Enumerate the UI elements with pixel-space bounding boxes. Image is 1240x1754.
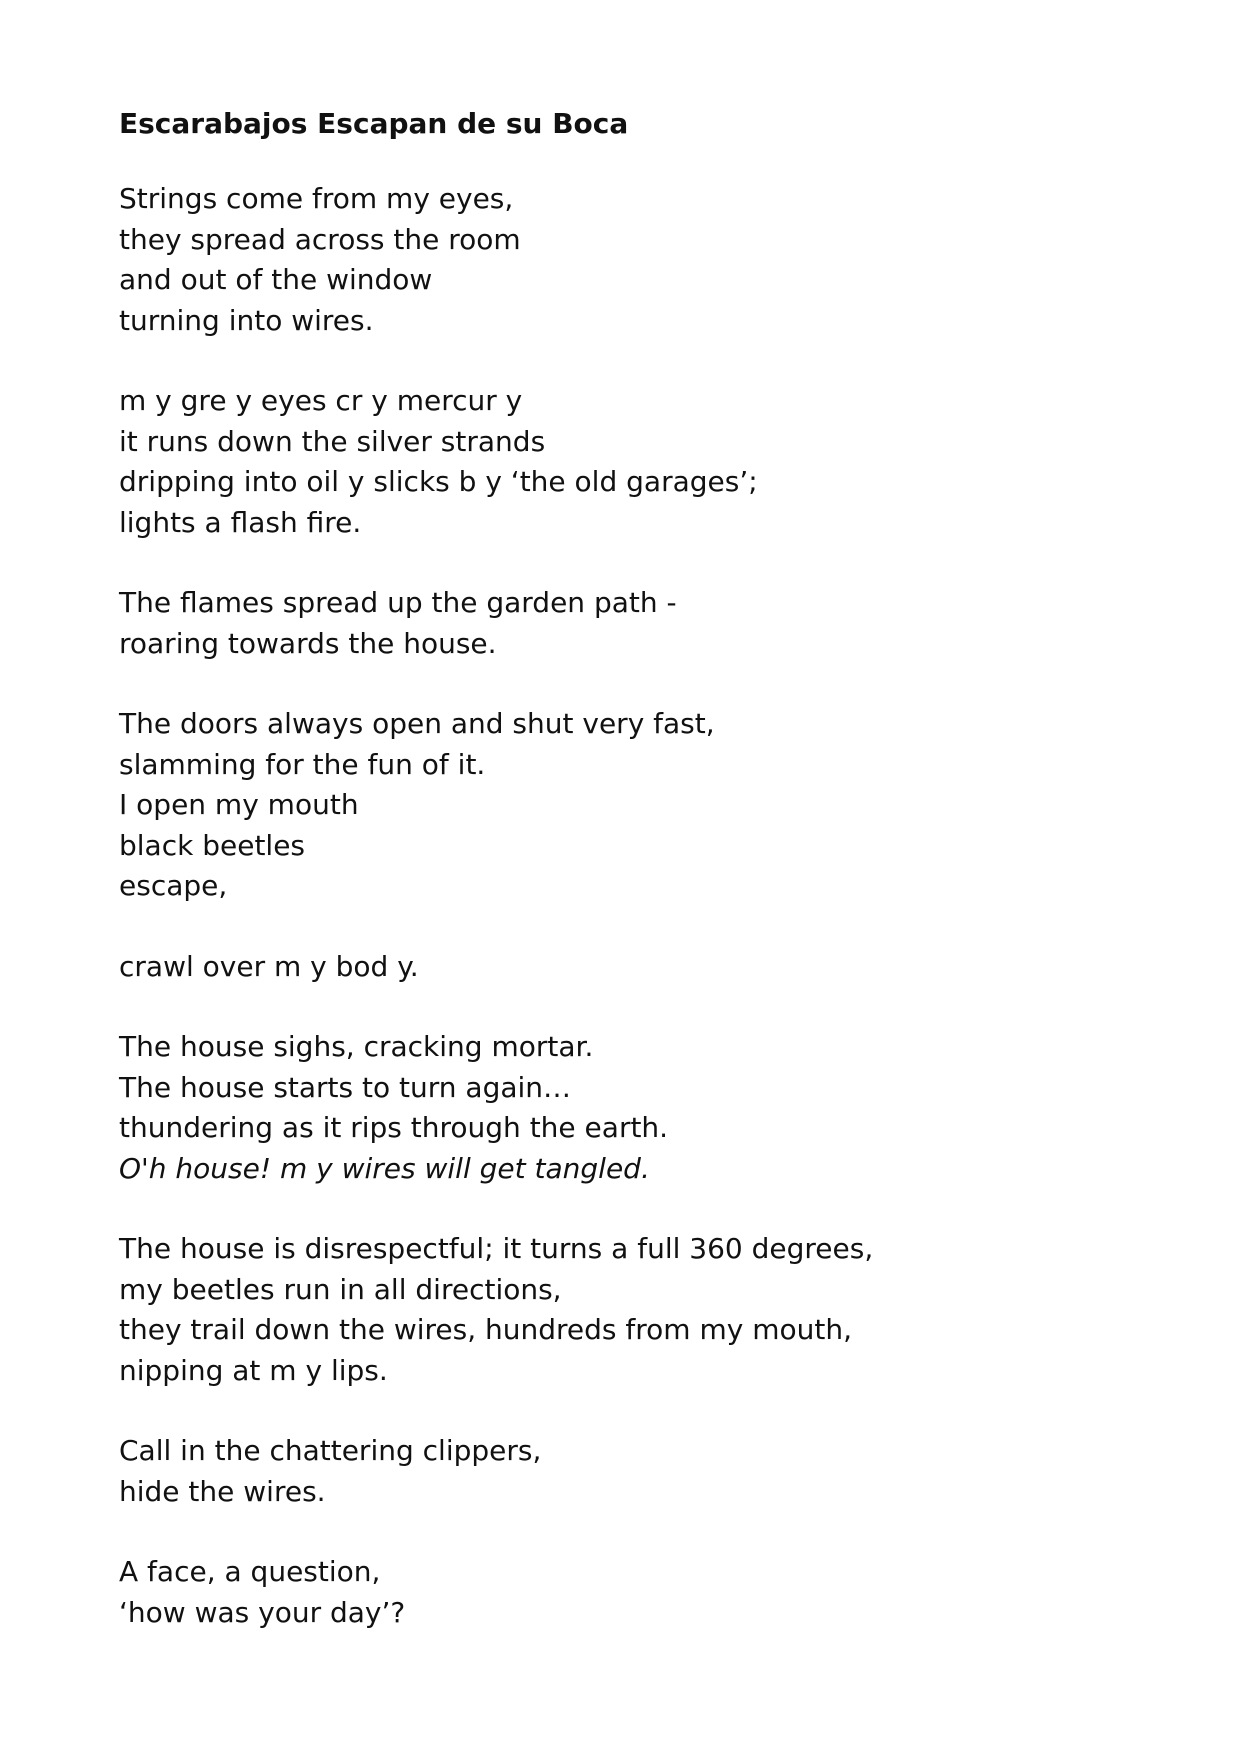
poem-line: nipping at m y lips. (119, 1353, 388, 1387)
poem-line: escape, (119, 869, 228, 902)
poem-line: ‘how was your day’? (119, 1595, 406, 1629)
poem-line: The doors always open and shut very fast, (119, 707, 715, 740)
poem-line: they spread across the room (119, 222, 521, 256)
poem-line: I open my mouth (119, 788, 359, 821)
stanza (119, 704, 1119, 907)
poem-line: my beetles run in all directions, (119, 1272, 562, 1306)
poem-title: Escarabajos Escapan de su Boca (119, 107, 629, 140)
stanza (119, 947, 1119, 988)
poem-line: crawl over m y bod y. (119, 949, 419, 983)
poem-line: and out of the window (119, 263, 433, 296)
poem-line: dripping into oil y slicks b y ‘the old garages’; (119, 465, 758, 498)
stanza (119, 1027, 1119, 1189)
poem-line: they trail down the wires, hundreds from my mouth, (119, 1313, 853, 1346)
poem-line: roaring towards the house. (119, 626, 497, 660)
poem-line: The house starts to turn again… (119, 1070, 572, 1104)
poem-line: Strings come from my eyes, (119, 182, 514, 215)
stanza (119, 381, 1119, 543)
stanza (119, 1229, 1119, 1391)
poem (119, 98, 1119, 1673)
poem-line: black beetles (119, 828, 306, 862)
poem-line: thundering as it rips through the earth. (119, 1111, 669, 1144)
stanza (119, 583, 1119, 664)
poem-body (119, 179, 1119, 1633)
poem-line: hide the wires. (119, 1474, 326, 1508)
poem-line: A face, a question, (119, 1555, 381, 1588)
poem-line: it runs down the silver strands (119, 424, 546, 458)
poem-line: Call in the chattering clippers, (119, 1434, 542, 1467)
poem-line: The house is disrespectful; it turns a full 360 degrees, (119, 1232, 874, 1265)
poem-line: O'h house! m y wires will get tangled. (119, 1151, 650, 1185)
poem-line: slamming for the fun of it. (119, 747, 486, 781)
stanza (119, 1431, 1119, 1512)
poem-line: lights a flash fire. (119, 505, 362, 539)
poem-line: The house sighs, cracking mortar. (119, 1030, 594, 1063)
poem-line: m y gre y eyes cr y mercur y (119, 384, 523, 417)
poem-line: The flames spread up the garden path - (119, 586, 677, 619)
poem-line: turning into wires. (119, 303, 374, 337)
stanza (119, 179, 1119, 341)
stanza (119, 1552, 1119, 1633)
